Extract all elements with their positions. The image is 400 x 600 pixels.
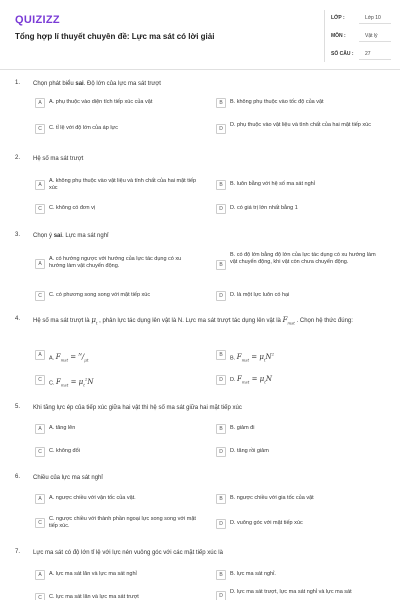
option-text: D. lực ma sát trượt, lực ma sát nghỉ và lực ma sát [230,589,352,595]
question-number: 2. [15,155,21,161]
option-text: A. ngược chiều với vận tốc của vật. [49,495,136,501]
document-title: Tổng hợp lí thuyết chuyên đề: Lực ma sát có lời giải [15,32,215,41]
option-text: B. giảm đi [230,425,255,431]
option-letter-box: C [35,375,45,385]
meta-divider [359,23,391,24]
question-text: Khi tăng lực ép của tiếp xúc giữa hai vật thì hệ số ma sát giữa hai mặt tiếp xúc [33,405,242,411]
meta-panel [324,10,390,62]
question-text: Chọn ý sai. Lực ma sát nghỉ [33,233,109,239]
question-number: 6. [15,474,21,480]
option-text: B. luôn bằng với hệ số ma sát nghỉ [230,181,315,187]
option-letter-box: B [216,98,226,108]
meta-count-label: SỐ CÂU : [331,51,354,57]
meta-count [331,48,391,60]
option-letter-box: A [35,350,45,360]
question-text: Chiều của lực ma sát nghỉ [33,475,103,481]
option-letter-box: C [35,593,45,600]
option-letter-box: B [216,424,226,434]
option-letter-box: B [216,350,226,360]
question-number: 3. [15,232,21,238]
option-text: D. là một lực luôn có hại [230,292,290,298]
option-letter-box: D [216,519,226,529]
option-text: C. lực ma sát lăn và lực ma sát trượt [49,594,139,600]
question-number: 1. [15,80,21,86]
option-text: A. $F_{mst} = ^N/_{\mu t}$ [49,352,89,363]
option-letter-box: C [35,124,45,134]
meta-divider [359,59,391,60]
option-letter-box: B [216,570,226,580]
worksheet-header [0,0,400,70]
option-text: A. lực ma sát lăn và lực ma sát nghỉ [49,571,137,577]
option-text: A. tăng lên [49,425,76,431]
question-text: Hệ số ma sát trượt [33,156,84,162]
option-letter-box: A [35,494,45,504]
option-text: B. $F_{mst} = \mu_tN^2$ [230,352,275,363]
option-text: D. $F_{mst} = \mu_tN$ [230,375,272,385]
option-letter-box: A [35,259,45,269]
option-letter-box: C [35,291,45,301]
option-text: D. tăng rồi giảm [230,448,269,454]
option-text: A. có hướng ngược với hướng của lực tác dụng có xu hướng làm vật chuyển động. [49,256,182,269]
question-number: 5. [15,404,21,410]
option-text: D. có giá trị lớn nhất bằng 1 [230,205,298,211]
option-letter-box: D [216,447,226,457]
option-text: B. ngược chiều với gia tốc của vật [230,495,314,501]
option-text: A. phụ thuộc vào diện tích tiếp xúc của vật [49,99,153,105]
option-letter-box: C [35,447,45,457]
option-letter-box: B [216,494,226,504]
option-letter-box: B [216,180,226,190]
question-text: Hệ số ma sát trượt là $\mu_t$ , phản lực tác dụng lên vật là N. Lực ma sát trượt tác dụng lên vật là $F_{mst}$ . Chọn hệ thức đúng: [33,316,353,326]
meta-class-label: LỚP : [331,15,345,21]
option-letter-box: A [35,424,45,434]
option-text: C. có phương song song với mặt tiếp xúc [49,292,151,298]
option-letter-box: B [216,260,226,270]
option-letter-box: A [35,180,45,190]
question-number: 7. [15,549,21,555]
option-letter-box: D [216,124,226,134]
meta-subject-value: Vật lý [365,33,378,39]
quizizz-logo: QUIZIZZ [15,14,60,26]
option-text: C. $F_{mst} = \mu_t^2N$ [49,377,94,388]
question-number: 4. [15,316,21,322]
option-text: C. không đổi [49,448,80,454]
option-letter-box: D [216,291,226,301]
option-letter-box: A [35,98,45,108]
option-letter-box: C [35,518,45,528]
option-letter-box: D [216,204,226,214]
option-text: C. tỉ lệ với độ lớn của áp lực [49,125,118,131]
meta-subject [331,30,391,42]
meta-count-value: 27 [365,51,371,57]
option-letter-box: A [35,570,45,580]
option-letter-box: C [35,204,45,214]
option-text: B. lực ma sát nghỉ. [230,571,276,577]
option-text: B. có độ lớn bằng độ lớn của lực tác dụng có xu hướng làm vật chuyển động, khi vật còn chưa chuyển động. [230,252,376,265]
question-text: Lực ma sát có độ lớn tỉ lệ với lực nén vuông góc với các mặt tiếp xúc là [33,550,223,556]
option-text: D. phụ thuộc vào vật liệu và tình chất của hai mặt tiếp xúc [230,122,371,128]
question-text: Chọn phát biểu sai. Độ lớn của lực ma sát trượt [33,81,161,87]
meta-class [331,12,391,24]
option-letter-box: D [216,591,226,600]
meta-divider [359,41,391,42]
option-letter-box: D [216,375,226,385]
option-text: C. ngược chiều với thành phần ngoại lực song song với mặt tiếp xúc. [49,516,196,529]
meta-class-value: Lớp 10 [365,15,381,21]
option-text: C. không có đơn vị [49,205,96,211]
option-text: D. vuông góc với mặt tiếp xúc [230,520,303,526]
option-text: A. không phụ thuộc vào vật liệu và tính chất của hai mặt tiếp xúc [49,178,197,191]
option-text: B. không phụ thuộc vào tốc độ của vật [230,99,324,105]
meta-subject-label: MÔN : [331,33,346,39]
